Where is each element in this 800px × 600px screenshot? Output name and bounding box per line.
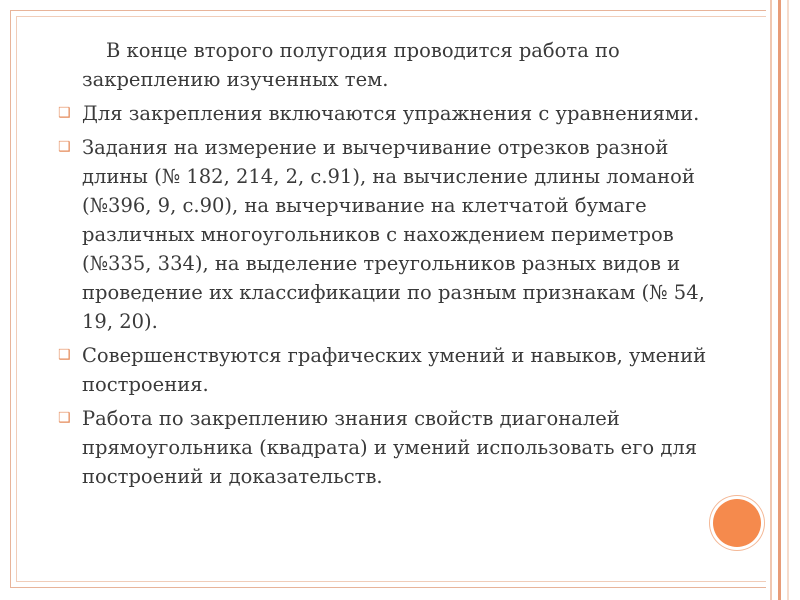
right-decorative-line bbox=[787, 0, 789, 600]
bullet-text: Работа по закреплению знания свойств диагоналей прямоугольника (квадрата) и умений использовать его для построений и доказательств. bbox=[82, 407, 698, 488]
right-decorative-line bbox=[770, 0, 772, 600]
intro-text: В конце второго полугодия проводится работа по закреплению изученных тем. bbox=[82, 39, 620, 91]
bullet-text: Совершенствуются графических умений и навыков, умений построения. bbox=[82, 344, 707, 396]
bullet-text: Задания на измерение и вычерчивание отрезков разной длины (№ 182, 214, 2, с.91), на вычисление длины ломаной (№396, 9, с.90), на вычерчивание на клетчатой бумаге различных многоугольников с нахождением периметров (№335, 334), на выделение треугольников разных видов и проведение их классификации по разным признакам (№ 54, 19, 20). bbox=[82, 136, 705, 333]
orange-circle-decoration bbox=[713, 499, 761, 547]
square-bullet-icon: ❑ bbox=[58, 347, 71, 363]
square-bullet-icon: ❑ bbox=[58, 410, 71, 426]
square-bullet-icon: ❑ bbox=[58, 139, 71, 155]
bullet-text: Для закрепления включаются упражнения с уравнениями. bbox=[82, 102, 700, 125]
bullet-item bbox=[58, 133, 708, 336]
slide-content bbox=[58, 36, 708, 496]
intro-paragraph bbox=[58, 36, 708, 94]
bullet-item bbox=[58, 99, 708, 128]
bullet-item bbox=[58, 341, 708, 399]
bullet-item bbox=[58, 404, 708, 491]
right-decorative-line bbox=[778, 0, 781, 600]
square-bullet-icon: ❑ bbox=[58, 105, 71, 121]
